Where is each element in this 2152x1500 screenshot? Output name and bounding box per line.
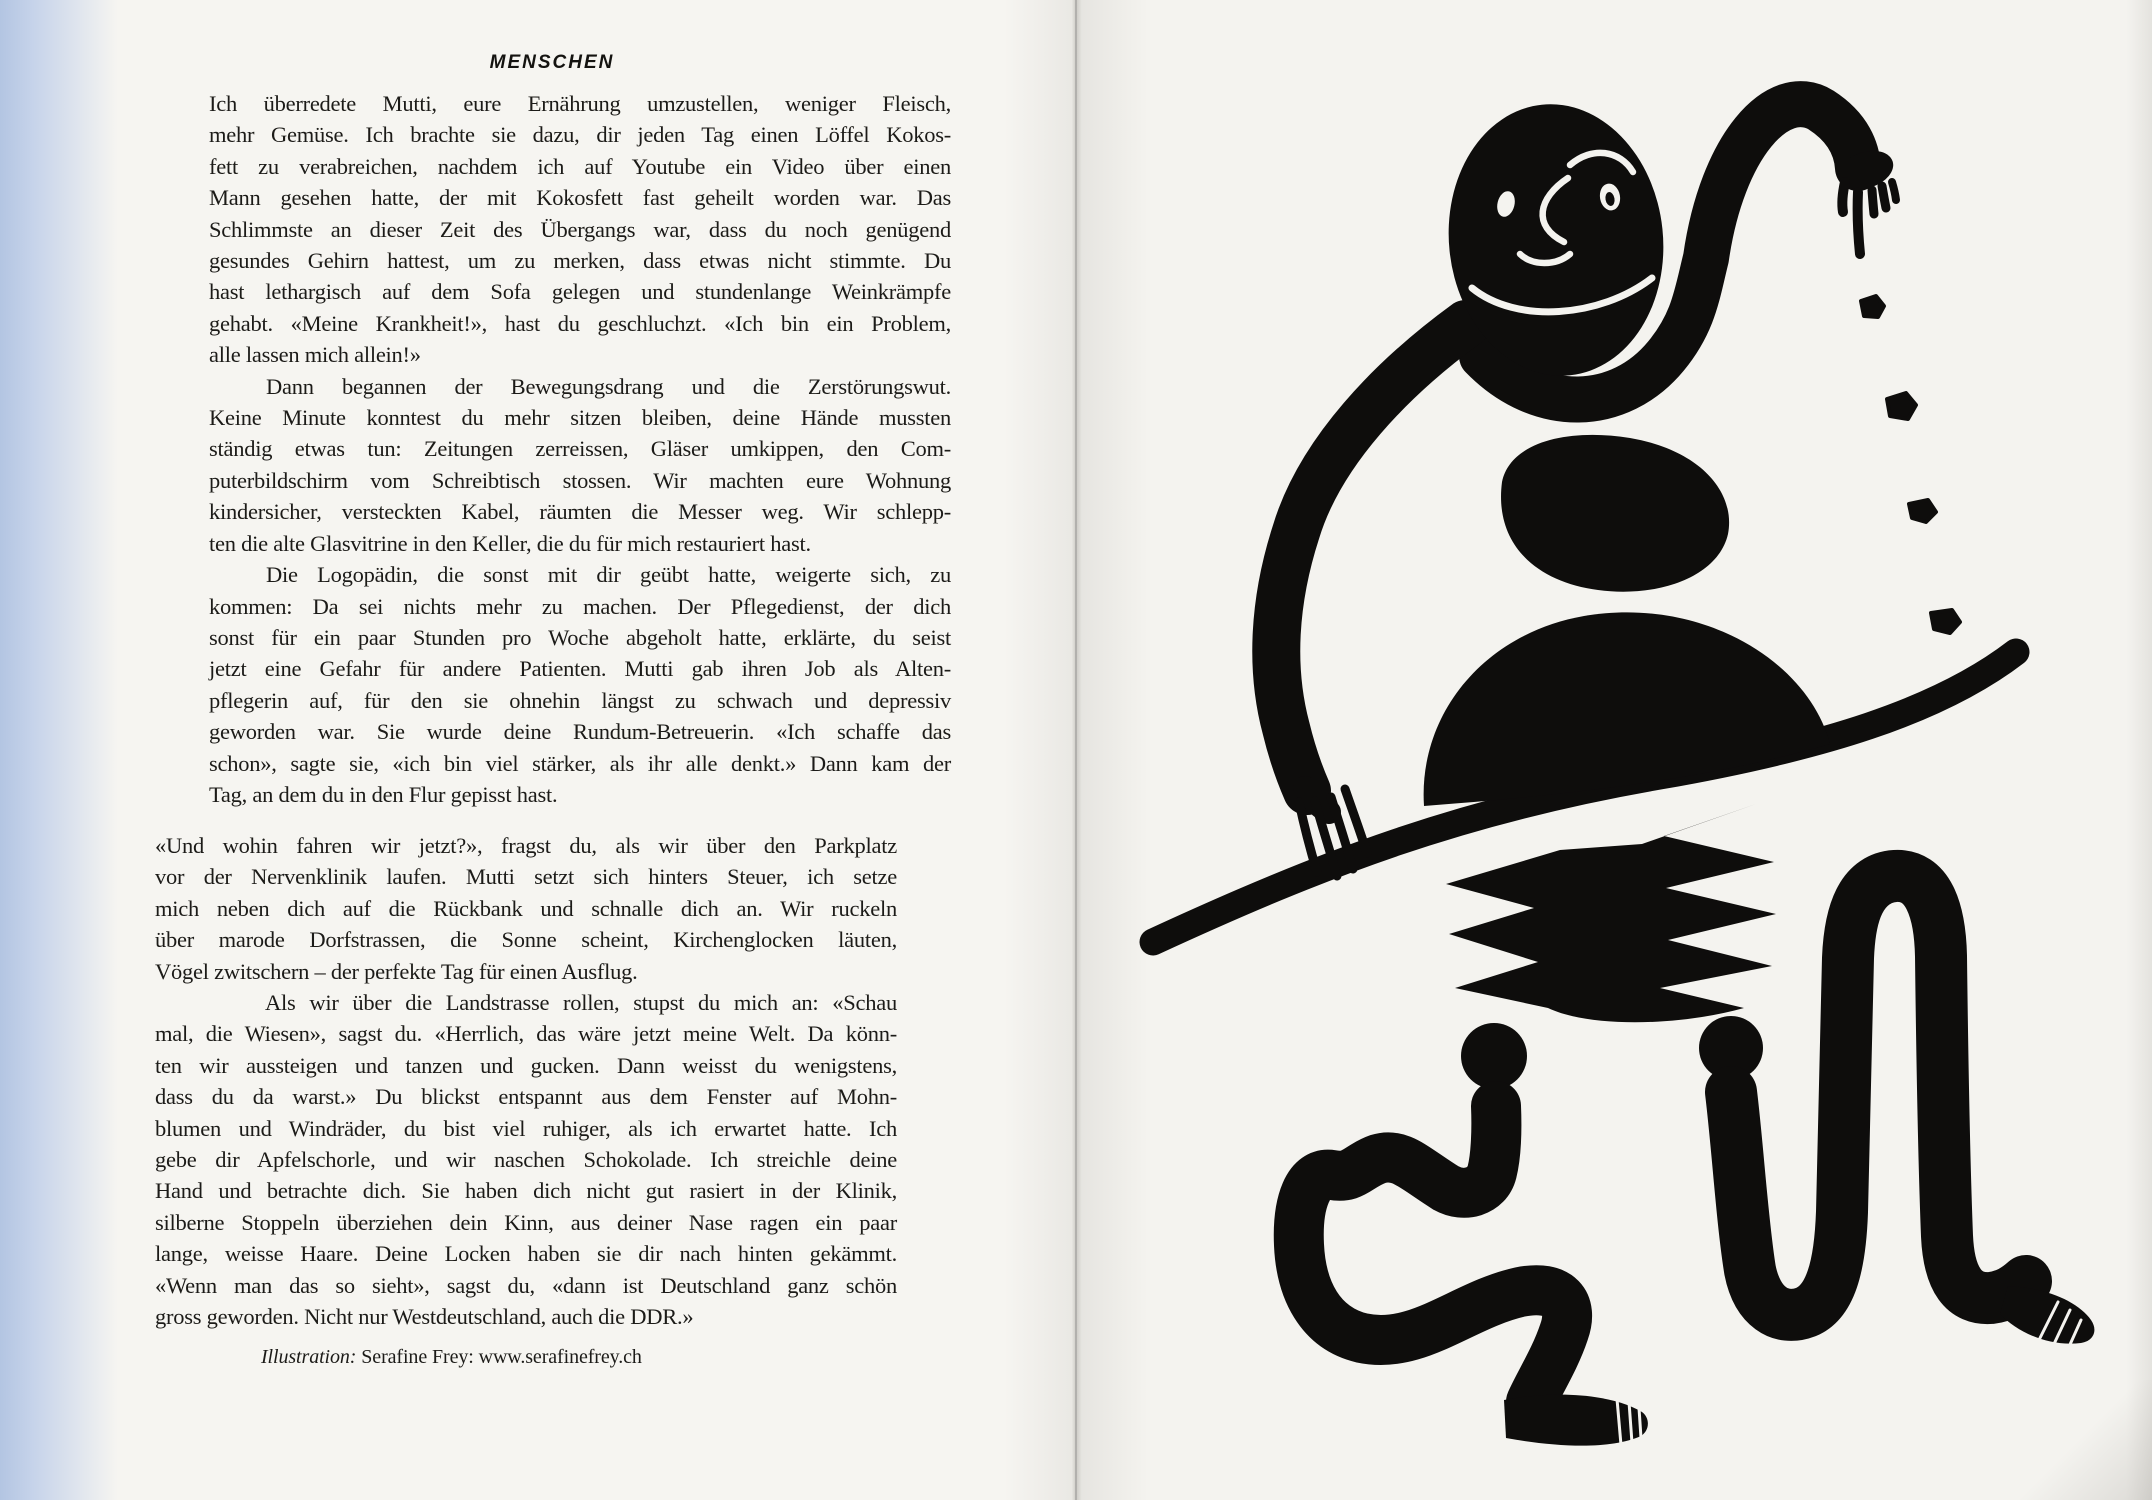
- text-line: puterbildschirm vom Schreibtisch stossen. Wir machten eure Wohnung: [209, 467, 951, 493]
- text-line: sonst für ein paar Stunden pro Woche abgeholt hatte, erklärte, du seist: [209, 624, 951, 650]
- text-line: Hand und betrachte dich. Sie haben dich nicht gut rasiert in der Klinik,: [155, 1178, 897, 1204]
- credit-label: Illustration:: [261, 1346, 357, 1368]
- paragraph: [155, 830, 897, 987]
- text-line: geworden war. Sie wurde deine Rundum-Betreuerin. «Ich schaffe das: [209, 719, 951, 745]
- crumb-dot: [1861, 296, 1884, 317]
- text-line: gehabt. «Meine Krankheit!», hast du geschluchzt. «Ich bin ein Problem,: [209, 310, 951, 336]
- text-line: Als wir über die Landstrasse rollen, stupst du mich an: «Schau: [265, 990, 897, 1016]
- text-line: dass du da warst.» Du blickst entspannt aus dem Fenster auf Mohn-: [155, 1084, 897, 1110]
- text-line: Schlimmste an dieser Zeit des Übergangs war, dass du noch genügend: [209, 216, 951, 242]
- crumb-dot: [1931, 610, 1960, 633]
- text-line: kindersicher, versteckten Kabel, räumten die Messer weg. Wir schlepp-: [209, 499, 951, 525]
- text-line: Vögel zwitschern – der perfekte Tag für einen Ausflug.: [155, 958, 638, 984]
- illustration-credit: [261, 1346, 642, 1369]
- text-line: über marode Dorfstrassen, die Sonne scheint, Kirchenglocken läuten,: [155, 927, 897, 953]
- text-line: silberne Stoppeln überziehen dein Kinn, aus deiner Nase ragen ein paar: [155, 1209, 897, 1235]
- text-line: mich neben dich auf die Rückbank und schnalle dich an. Wir ruckeln: [155, 895, 897, 921]
- credit-text: Serafine Frey: www.serafinefrey.ch: [356, 1346, 642, 1368]
- text-block-1: [209, 88, 951, 810]
- foot-shape: [1504, 1395, 1648, 1446]
- left-foot: [1504, 1395, 1648, 1446]
- thumb-shape: [1842, 182, 1845, 212]
- text-line: lange, weisse Haare. Deine Locken haben sie dir nach hinten gekämmt.: [155, 1241, 897, 1267]
- text-line: gross geworden. Nicht nur Westdeutschland, auch die DDR.»: [155, 1304, 694, 1330]
- crumb-dot: [1909, 500, 1936, 522]
- page-header: MENSCHEN: [489, 52, 615, 73]
- text-line: gesundes Gehirn hattest, um zu merken, dass etwas nicht stimmte. Du: [209, 248, 951, 274]
- paragraph: [209, 559, 951, 810]
- foot-shape: [2000, 1286, 2094, 1344]
- text-line: «Wenn man das so sieht», sagst du, «dann ist Deutschland ganz schön: [155, 1272, 897, 1298]
- abstract-figure-illustration: [1076, 0, 2152, 1500]
- text-line: fett zu verabreichen, nachdem ich auf Youtube ein Video über einen: [209, 153, 951, 179]
- text-line: Mann gesehen hatte, der mit Kokosfett fast geheilt worden war. Das: [209, 185, 951, 211]
- finger-shape: [1872, 190, 1874, 214]
- falling-crumbs: [1861, 296, 1960, 633]
- finger-shape: [1892, 182, 1896, 200]
- paragraph: [209, 371, 951, 559]
- text-line: «Und wohin fahren wir jetzt?», fragst du, als wir über den Parkplatz: [155, 833, 897, 858]
- text-line: alle lassen mich allein!»: [209, 342, 421, 368]
- finger-shape: [1882, 186, 1886, 208]
- right-foot: [2000, 1286, 2094, 1349]
- paragraph: [155, 987, 897, 1332]
- text-line: Ich überredete Mutti, eure Ernährung umzustellen, weniger Fleisch,: [209, 91, 951, 116]
- text-block-2: [155, 830, 897, 1333]
- toe-line: [1639, 1408, 1641, 1438]
- long-finger-shape: [1858, 192, 1860, 254]
- neck-blob-shape: [1501, 435, 1729, 592]
- text-line: ten die alte Glasvitrine in den Keller, die du für mich restauriert hast.: [209, 530, 811, 556]
- text-line: kommen: Da sei nichts mehr zu machen. Der Pflegedienst, der dich: [209, 593, 951, 619]
- text-line: Tag, an dem du in den Flur gepisst hast.: [209, 781, 558, 807]
- text-line: mal, die Wiesen», sagst du. «Herrlich, das wäre jetzt meine Welt. Da könn-: [155, 1021, 897, 1047]
- text-line: jetzt eine Gefahr für andere Patienten. Mutti gab ihren Job als Alten-: [209, 656, 951, 682]
- right-leg-shape: [1731, 876, 2026, 1315]
- text-line: Die Logopädin, die sonst mit dir geübt hatte, weigerte sich, zu: [266, 562, 951, 588]
- text-line: Dann begannen der Bewegungsdrang und die Zerstörungswut.: [266, 373, 951, 399]
- text-line: mehr Gemüse. Ich brachte sie dazu, dir jeden Tag einen Löffel Kokos-: [209, 122, 951, 148]
- text-line: vor der Nervenklinik laufen. Mutti setzt sich hinters Steuer, ich setze: [155, 864, 897, 890]
- text-line: ten wir aussteigen und tanzen und gucken. Dann weisst du wenigstens,: [155, 1052, 897, 1078]
- text-line: schon», sagte sie, «ich bin viel stärker, als ihr alle denkt.» Dann kam der: [209, 750, 951, 776]
- text-line: pflegerin auf, für den sie ohnehin längst zu schwach und depressiv: [209, 687, 951, 713]
- crumb-dot: [1887, 393, 1916, 419]
- text-line: hast lethargisch auf dem Sofa gelegen und stundenlange Weinkrämpfe: [209, 279, 951, 305]
- text-line: Keine Minute konntest du mehr sitzen bleiben, deine Hände mussten: [209, 405, 951, 431]
- left-leg-shape: [1299, 1106, 1567, 1402]
- accordion-bellows-shape: [1446, 804, 1776, 1022]
- belly-dome-shape: [1424, 612, 1830, 806]
- down-arm-shape: [1276, 324, 1466, 791]
- text-line: ständig etwas tun: Zeitungen zerreissen, Gläser umkippen, den Com-: [209, 436, 951, 462]
- paragraph: [209, 88, 951, 371]
- text-line: blumen und Windräder, du bist viel ruhiger, als ich erwartet hatte. Ich: [155, 1115, 897, 1141]
- page-gutter-line: [1075, 0, 1077, 1500]
- left-hip-dot: [1461, 1023, 1527, 1089]
- text-line: gebe dir Apfelschorle, und wir naschen Schokolade. Ich streichle deine: [155, 1147, 897, 1173]
